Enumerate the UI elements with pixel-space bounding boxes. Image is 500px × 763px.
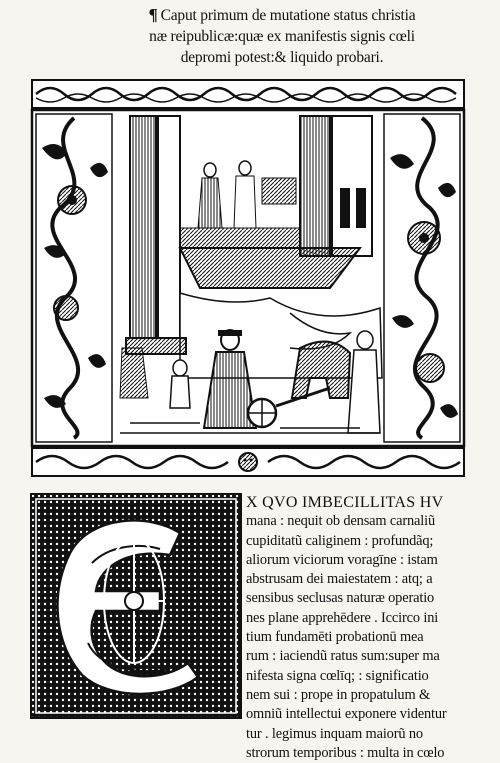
heading-line-1-text: Caput primum de mutatione status christia [160,7,416,24]
body-line-12: omniũ intellectui exponere videntur [246,706,447,723]
heading-line-3: depromi potest:& liquido probari. [180,49,384,66]
body-line-10: nifesta signa cœlīq; : significatio [246,667,429,684]
heading-line-1 [92,4,472,26]
left-ornament-column [36,114,112,442]
body-line-7: nes plane apprehēdere . Iccirco ini [246,609,439,626]
body-line-11: nem sui : prope in propatulum & [246,686,431,703]
body-line-2: mana : nequit ob densam carnaliũ [246,513,436,530]
top-ornament-band [32,80,464,108]
heading-line-2: næ reipublicæ:quæ ex manifestis signis cœli [149,28,415,45]
body-line-1: X QVO IMBECILLITAS HV [246,494,444,511]
body-line-8: tium fundamēti probationū mea [246,629,424,646]
decorated-initial [30,493,242,719]
body-line-6: sensibus seclusas naturæ operatio [246,590,435,607]
body-line-13: tur . legimus inquam maiorũ no [246,725,423,742]
woodcut-illustration [30,78,468,480]
body-line-5: abstrusam dei maiestatem : atq; a [246,571,433,588]
bottom-ornament-band [32,448,464,476]
chapter-heading [92,4,472,68]
body-text [246,493,482,763]
body-line-14: strorum temporibus : multa in cœlo [246,744,445,761]
scene [114,114,382,442]
paragraph-mark: ¶ [148,5,158,24]
right-ornament-column [384,114,460,442]
body-line-4: aliorum viciorum voragīne : istam [246,551,438,568]
body-line-3: cupiditatũ caliginem : profundãq; [246,532,434,549]
body-line-9: rum : iaciendũ ratus sum:super ma [246,648,440,665]
